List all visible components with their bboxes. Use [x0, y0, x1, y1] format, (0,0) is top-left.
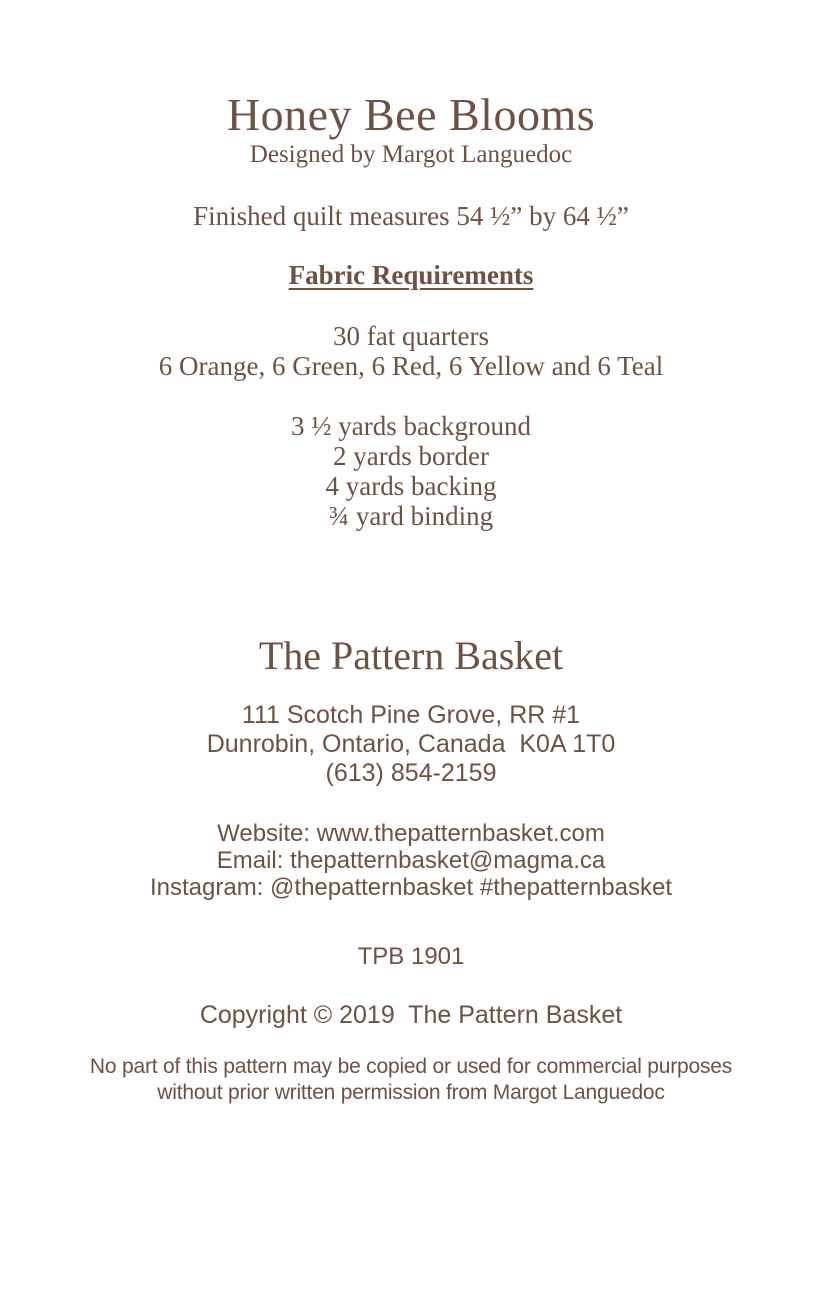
fat-quarters-count: 30 fat quarters: [333, 321, 489, 351]
website-text: Website: www.thepatternbasket.com: [217, 820, 605, 847]
fabric-requirements-heading: Fabric Requirements: [288, 260, 534, 290]
address-line-phone: (613) 854-2159: [325, 759, 497, 787]
company-name: The Pattern Basket: [258, 633, 564, 678]
yardage-background: 3 ½ yards background: [291, 411, 531, 441]
designer-credit: Designed by Margot Languedoc: [249, 141, 573, 168]
legal-disclaimer: [0, 1054, 822, 1106]
company-address: [0, 701, 822, 788]
yardage-backing: 4 yards backing: [325, 471, 497, 501]
fat-quarters-colors: 6 Orange, 6 Green, 6 Red, 6 Yellow and 6 Teal: [158, 351, 664, 381]
finished-size-text: Finished quilt measures 54 ½” by 64 ½”: [193, 201, 629, 231]
disclaimer-line-1: No part of this pattern may be copied or used for commercial purposes: [89, 1055, 733, 1078]
yardage-binding: ¾ yard binding: [328, 501, 494, 531]
instagram-text: Instagram: @thepatternbasket #thepatternbasket: [149, 874, 672, 901]
disclaimer-line-2: without prior written permission from Margot Languedoc: [157, 1081, 665, 1104]
yardage-section: [0, 411, 822, 531]
pattern-number: TPB 1901: [357, 943, 465, 970]
address-line-city: Dunrobin, Ontario, Canada K0A 1T0: [206, 730, 616, 758]
page-title: Honey Bee Blooms: [226, 89, 596, 140]
address-line-street: 111 Scotch Pine Grove, RR #1: [241, 701, 581, 729]
contact-section: [0, 820, 822, 901]
yardage-border: 2 yards border: [333, 441, 489, 471]
email-text: Email: thepatternbasket@magma.ca: [216, 847, 606, 874]
fat-quarters-section: [0, 321, 822, 381]
copyright-notice: Copyright © 2019 The Pattern Basket: [199, 1001, 623, 1029]
